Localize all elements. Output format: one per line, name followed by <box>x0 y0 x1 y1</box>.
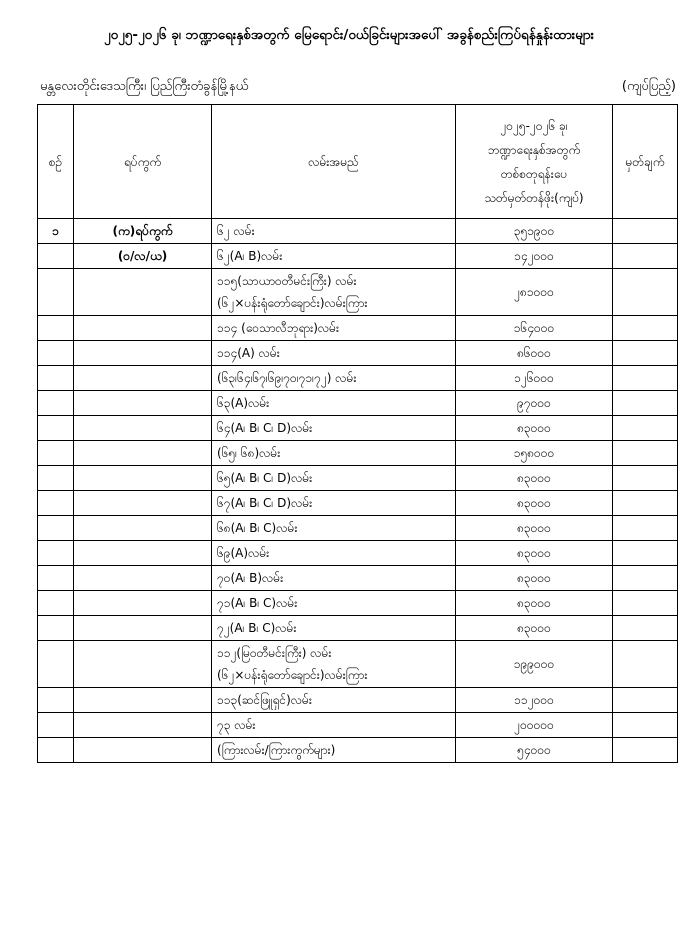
cell-rate: ၁၅၈၀၀၀ <box>456 441 613 466</box>
cell-remarks <box>613 244 678 269</box>
road-name-line: ၁၁၄(A) လမ်း <box>217 346 280 360</box>
cell-rate: ၉၇၀၀၀ <box>456 391 613 416</box>
cell-remarks <box>613 591 678 616</box>
cell-division <box>74 316 212 341</box>
road-name-line: ၇၀(A၊ B)လမ်း <box>217 571 284 585</box>
cell-rate: ၈၃၀၀၀ <box>456 416 613 441</box>
header-road: လမ်းအမည် <box>212 105 456 219</box>
unit-label: (ကျပ်ပြည့်) <box>621 79 676 94</box>
road-name-line: ၆၉(A)လမ်း <box>217 546 270 560</box>
cell-road <box>212 316 456 341</box>
table-row <box>38 466 678 491</box>
table-body <box>38 219 678 763</box>
table-row <box>38 341 678 366</box>
cell-road <box>212 466 456 491</box>
road-name-line: ၆၃(A)လမ်း <box>217 396 270 410</box>
cell-remarks <box>613 391 678 416</box>
table-row <box>38 566 678 591</box>
cell-division <box>74 466 212 491</box>
cell-no <box>38 466 74 491</box>
cell-road <box>212 391 456 416</box>
road-name-line: ၆၅(A၊ B၊ C၊ D)လမ်း <box>217 471 313 485</box>
cell-road <box>212 591 456 616</box>
cell-remarks <box>613 316 678 341</box>
cell-no <box>38 541 74 566</box>
table-row <box>38 713 678 738</box>
table-row <box>38 591 678 616</box>
cell-rate: ၈၃၀၀၀ <box>456 491 613 516</box>
road-name-line: ၁၁၃(ဆင်ဖြူရှင်)လမ်း <box>217 693 312 707</box>
cell-no <box>38 391 74 416</box>
cell-no <box>38 244 74 269</box>
cell-rate: ၈၃၀၀၀ <box>456 616 613 641</box>
road-name-line: (၆၂×ပန်းရုံတော်ချောင်း)လမ်းကြား <box>217 668 368 682</box>
cell-remarks <box>613 466 678 491</box>
cell-division <box>74 566 212 591</box>
header-rate <box>456 105 613 219</box>
cell-road <box>212 416 456 441</box>
cell-no <box>38 566 74 591</box>
document-title: ၂၀၂၅-၂၀၂၆ ခု၊ ဘဏ္ဍာရေးနှစ်အတွက် မြေရောင်း/ဝယ်ခြင်းများအပေါ် အခွန်စည်းကြပ်ရန်နှုန်းထားများ <box>103 27 595 43</box>
cell-remarks <box>613 738 678 763</box>
cell-division <box>74 688 212 713</box>
road-name-line: ၆၇(A၊ B၊ C၊ D)လမ်း <box>217 496 313 510</box>
road-name-line: (၆၃၊၆၄၊၆၇၊၆၉၊၇၀၊၇၁၊၇၂) လမ်း <box>217 371 357 385</box>
cell-rate: ၈၃၀၀၀ <box>456 591 613 616</box>
cell-remarks <box>613 219 678 244</box>
cell-rate: ၃၅၁၉၀၀ <box>456 219 613 244</box>
cell-no <box>38 341 74 366</box>
cell-remarks <box>613 516 678 541</box>
cell-remarks <box>613 491 678 516</box>
cell-remarks <box>613 269 678 316</box>
cell-no <box>38 713 74 738</box>
cell-remarks <box>613 566 678 591</box>
cell-division <box>74 491 212 516</box>
cell-road <box>212 341 456 366</box>
cell-rate: ၂၈၁၀၀၀ <box>456 269 613 316</box>
cell-division: (ဝ/လ/ယ) <box>74 244 212 269</box>
cell-no <box>38 641 74 688</box>
cell-remarks <box>613 616 678 641</box>
cell-remarks <box>613 688 678 713</box>
table-row <box>38 541 678 566</box>
table-row <box>38 616 678 641</box>
table-row <box>38 391 678 416</box>
road-name-line: ၇၃ လမ်း <box>217 718 256 732</box>
header-no: စဉ် <box>38 105 74 219</box>
cell-division <box>74 591 212 616</box>
cell-division <box>74 341 212 366</box>
cell-road <box>212 738 456 763</box>
cell-division <box>74 516 212 541</box>
cell-road <box>212 566 456 591</box>
table-row <box>38 366 678 391</box>
cell-road <box>212 491 456 516</box>
cell-no <box>38 269 74 316</box>
cell-remarks <box>613 416 678 441</box>
header-rate-line: သတ်မှတ်တန်ဖိုး(ကျပ်) <box>484 190 584 205</box>
cell-division <box>74 441 212 466</box>
table-row <box>38 516 678 541</box>
table-row <box>38 441 678 466</box>
cell-division <box>74 269 212 316</box>
cell-road <box>212 441 456 466</box>
table-row <box>38 316 678 341</box>
road-name-line: (၆၂×ပန်းရုံတော်ချောင်း)လမ်းကြား <box>217 296 368 310</box>
road-name-line: ၆၈(A၊ B၊ C)လမ်း <box>217 521 298 535</box>
road-name-line: (၆၅၊ ၆၈)လမ်း <box>217 446 281 460</box>
cell-division <box>74 616 212 641</box>
table-row <box>38 269 678 316</box>
cell-remarks <box>613 541 678 566</box>
cell-division <box>74 541 212 566</box>
cell-no <box>38 688 74 713</box>
table-row <box>38 491 678 516</box>
cell-rate: ၈၃၀၀၀ <box>456 466 613 491</box>
cell-no <box>38 591 74 616</box>
cell-rate: ၂၀၀၀၀၀ <box>456 713 613 738</box>
table-header-row <box>38 105 678 219</box>
table-row <box>38 641 678 688</box>
header-rate-line: ဘဏ္ဍာရေးနှစ်အတွက် <box>487 142 581 157</box>
cell-remarks <box>613 713 678 738</box>
road-name-line: ၇၂(A၊ B၊ C)လမ်း <box>217 621 297 635</box>
cell-rate: ၁၉၉၀၀၀ <box>456 641 613 688</box>
cell-remarks <box>613 366 678 391</box>
cell-rate: ၁၂၆၀၀၀ <box>456 366 613 391</box>
cell-division <box>74 641 212 688</box>
cell-road <box>212 516 456 541</box>
cell-no <box>38 738 74 763</box>
header-rate-line: တစ်စတုရန်းပေ <box>500 166 568 181</box>
cell-no <box>38 366 74 391</box>
cell-rate: ၅၄၀၀၀ <box>456 738 613 763</box>
road-name-line: ၁၁၂(မြဝတီမင်းကြီး) လမ်း <box>217 646 332 660</box>
cell-rate: ၁၆၄၀၀၀ <box>456 316 613 341</box>
road-name-line: ၁၁၅(သာယာဝတီမင်းကြီး) လမ်း <box>217 274 357 288</box>
table-row <box>38 244 678 269</box>
road-name-line: ၁၁၄ (ဝေသာလီဘုရား)လမ်း <box>217 321 340 335</box>
location-label: မန္တလေးတိုင်းဒေသကြီး၊ ပြည်ကြီးတံခွန်မြို့နယ် <box>40 79 249 94</box>
rates-table <box>37 104 678 763</box>
table-row <box>38 416 678 441</box>
road-name-line: ၇၁(A၊ B၊ C)လမ်း <box>217 596 298 610</box>
table-row <box>38 219 678 244</box>
cell-no <box>38 516 74 541</box>
cell-rate: ၁၄၂၀၀၀ <box>456 244 613 269</box>
cell-remarks <box>613 341 678 366</box>
cell-road <box>212 269 456 316</box>
cell-no <box>38 441 74 466</box>
road-name-line: ၆၂(A၊ B)လမ်း <box>217 249 283 263</box>
cell-rate: ၈၃၀၀၀ <box>456 566 613 591</box>
cell-no <box>38 316 74 341</box>
cell-remarks <box>613 641 678 688</box>
cell-remarks <box>613 441 678 466</box>
cell-division <box>74 738 212 763</box>
road-name-line: (ကြားလမ်း/ကြားကွက်များ) <box>217 743 336 757</box>
road-name-line: ၆၄(A၊ B၊ C၊ D)လမ်း <box>217 421 313 435</box>
cell-division <box>74 713 212 738</box>
cell-rate: ၈၆၀၀၀ <box>456 341 613 366</box>
cell-division <box>74 391 212 416</box>
cell-road <box>212 219 456 244</box>
cell-no: ၁ <box>38 219 74 244</box>
cell-no <box>38 416 74 441</box>
cell-no <box>38 616 74 641</box>
cell-road <box>212 641 456 688</box>
cell-division: (က)ရပ်ကွက် <box>74 219 212 244</box>
cell-road <box>212 541 456 566</box>
header-remarks: မှတ်ချက် <box>613 105 678 219</box>
cell-road <box>212 244 456 269</box>
cell-road <box>212 713 456 738</box>
cell-rate: ၁၁၂၀၀၀ <box>456 688 613 713</box>
cell-rate: ၈၃၀၀၀ <box>456 541 613 566</box>
table-row <box>38 688 678 713</box>
cell-road <box>212 688 456 713</box>
cell-rate: ၈၃၀၀၀ <box>456 516 613 541</box>
header-division: ရပ်ကွက် <box>74 105 212 219</box>
cell-road <box>212 366 456 391</box>
table-row <box>38 738 678 763</box>
cell-no <box>38 491 74 516</box>
cell-division <box>74 366 212 391</box>
cell-division <box>74 416 212 441</box>
header-rate-line: ၂၀၂၅-၂၀၂၆ ခု၊ <box>500 118 568 133</box>
cell-road <box>212 616 456 641</box>
road-name-line: ၆၂ လမ်း <box>217 224 255 238</box>
